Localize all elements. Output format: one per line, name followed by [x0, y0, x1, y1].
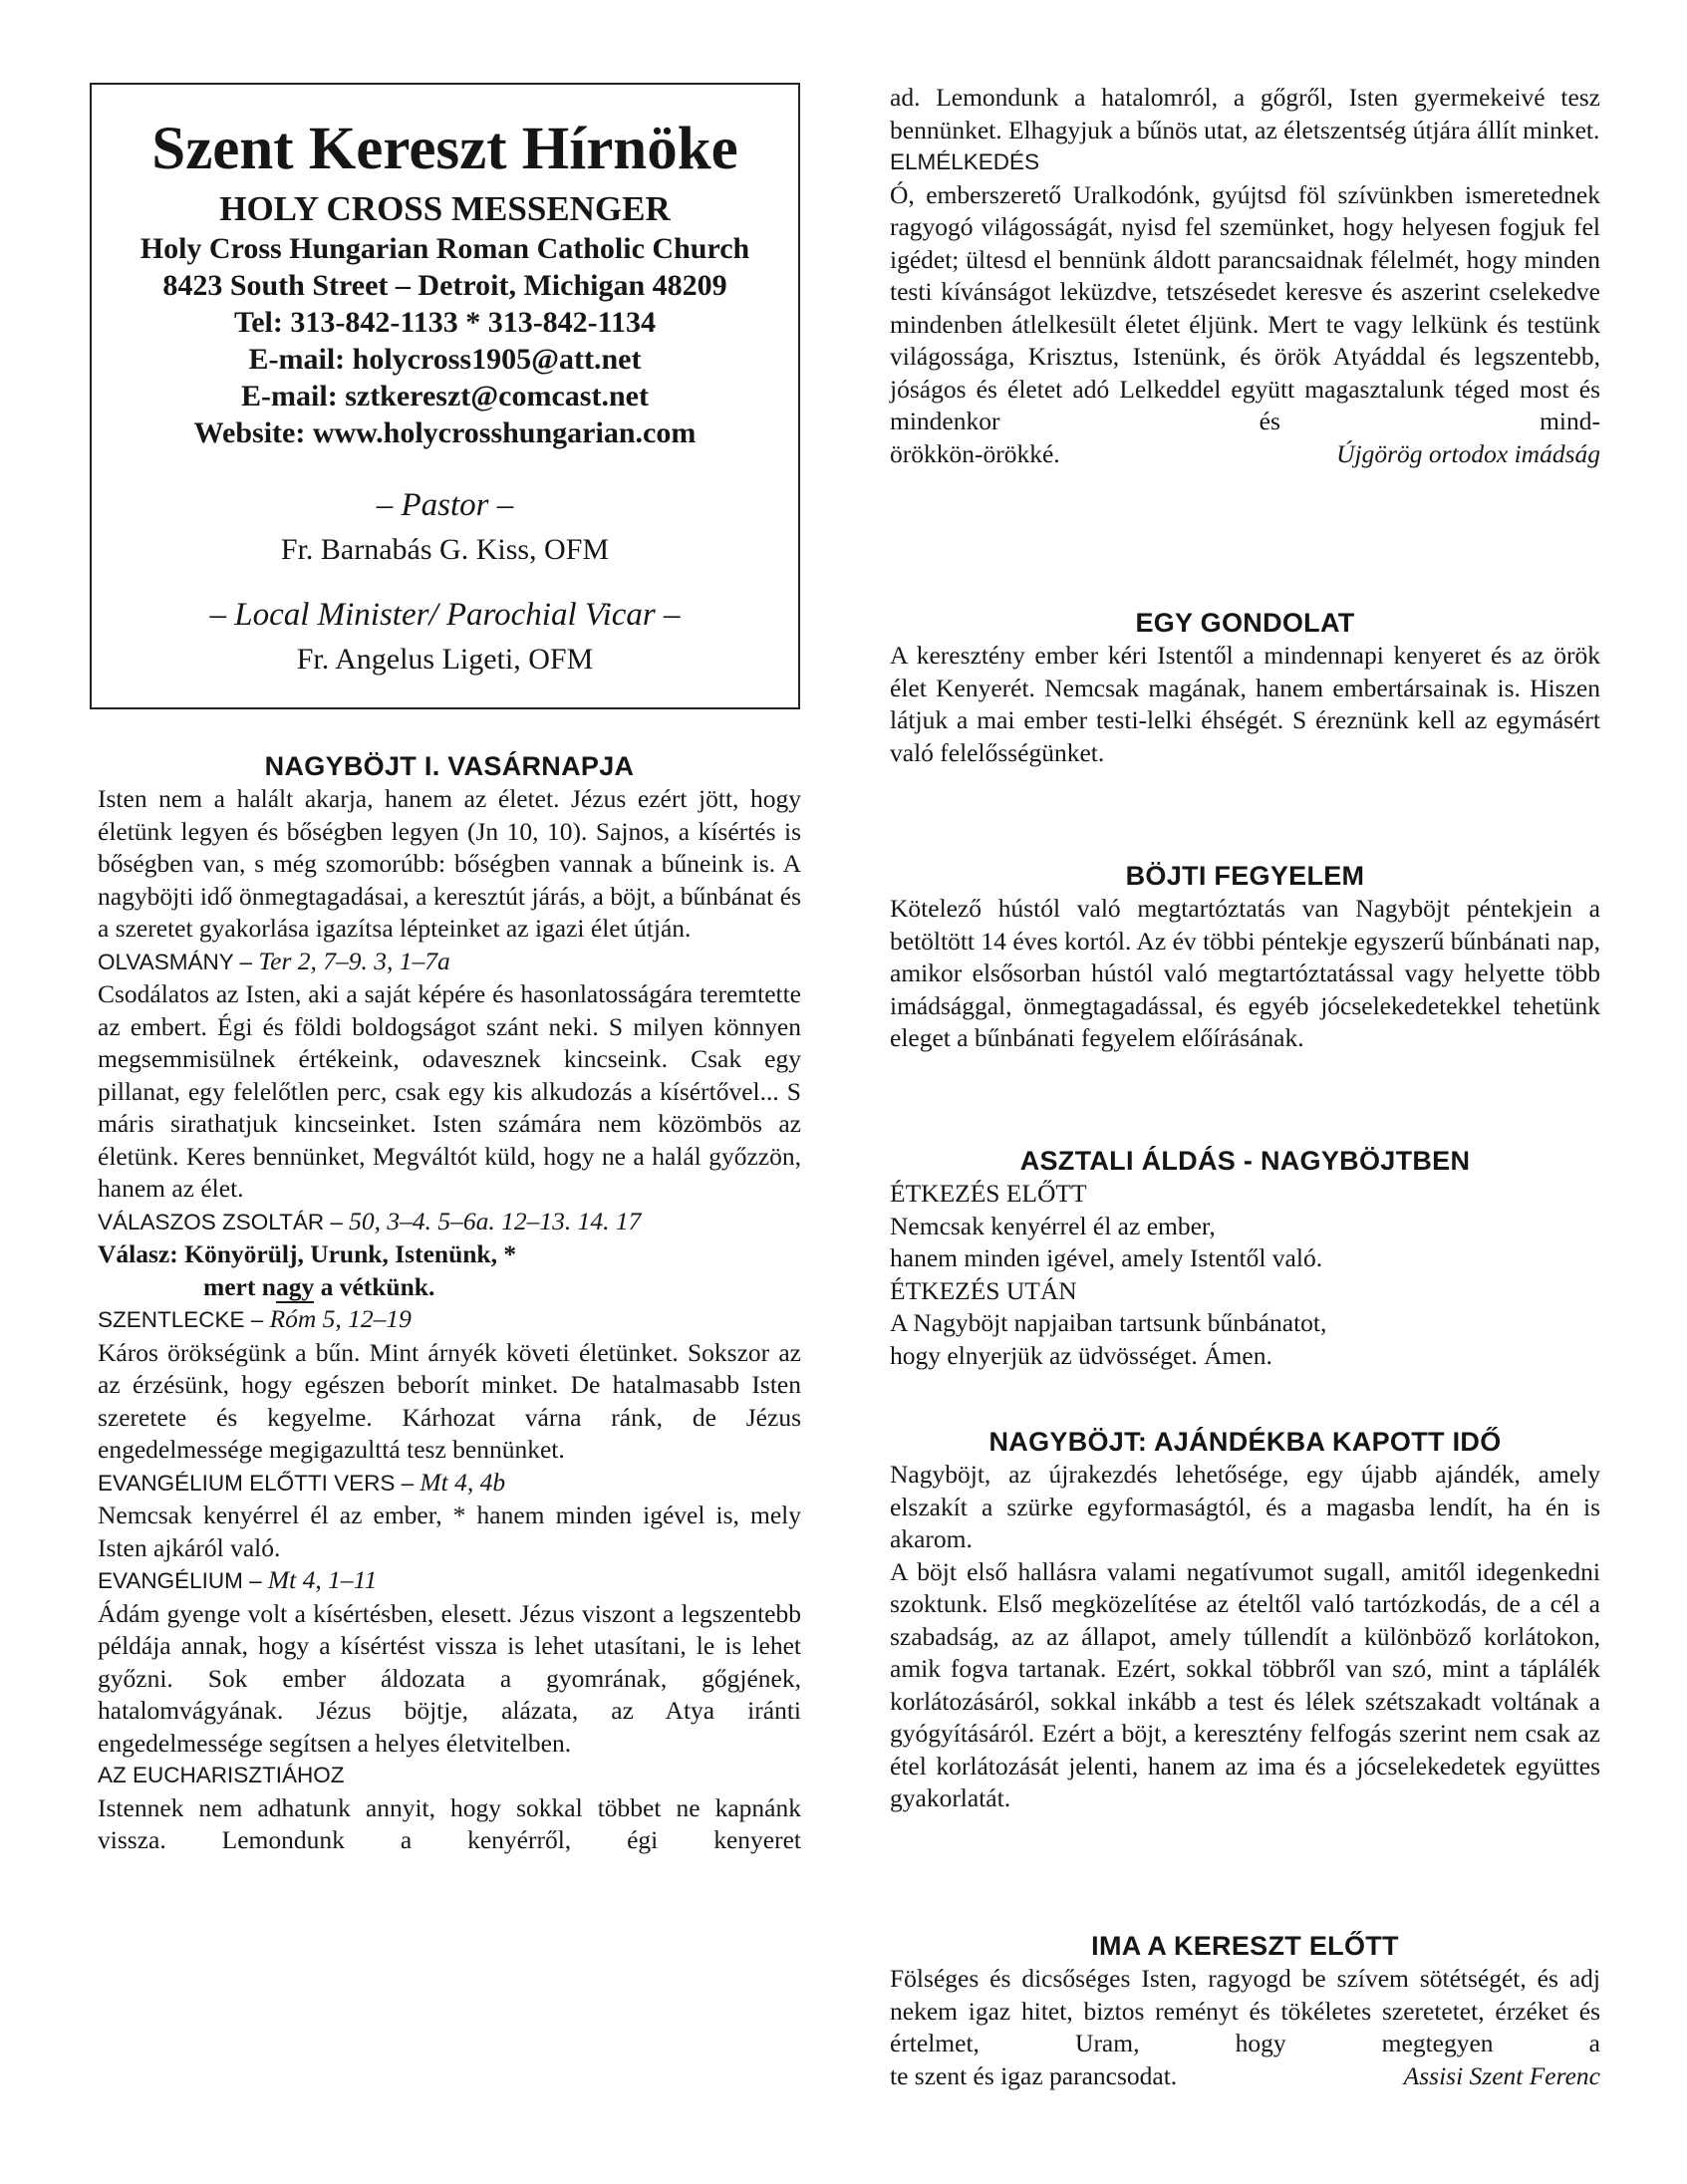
section-fasting-discipline — [890, 859, 1600, 1055]
scripture-reference: Mt 4, 1–11 — [267, 1565, 378, 1594]
psalm-label — [98, 1206, 801, 1239]
church-website[interactable]: Website: www.holycrosshungarian.com — [193, 416, 697, 449]
church-phone: Tel: 313-842-1133 * 313-842-1134 — [233, 306, 657, 339]
intro-paragraph: Isten nem a halált akarja, hanem az életet. Jézus ezért jött, hogy életünk legyen és bőségben legyen (Jn 10, 10). Sajnos, a kísértés is bőségben van, s még szomorúbb: bőségben vannak a bűneink is. A nagyböjti idő önmegtagadásai, a keresztút járás, a böjt, a bűnbánat és a szeretet gyakorlása igazítsa lépteinket az igazi élet útján. — [98, 784, 801, 943]
scripture-reference: 50, 3–4. 5–6a. 12–13. 14. 17 — [349, 1206, 642, 1235]
scripture-reference: Mt 4, 4b — [420, 1467, 506, 1497]
section-heading: NAGYBÖJT I. VASÁRNAPJA — [264, 751, 635, 781]
reading2-text: Káros örökségünk a bűn. Mint árnyék követi életünket. Sokszor az az érzésünk, hogy egészen beborít minket. De hatalmasabb Isten szeretete és kegyelme. Kárhozat várna ránk, de Jézus engedelmessége megigazulttá tesz bennünket. — [98, 1337, 801, 1464]
reading1-label — [98, 946, 801, 979]
gift-paragraph-1: Nagyböjt, az újrakezdés lehetősége, egy újabb ajándék, amely elszakít a szürke egyformaságtól, és a magasba lendít, ha én is akarom. — [890, 1460, 1600, 1553]
section-thought — [890, 606, 1600, 769]
eucharist-continued-text: ad. Lemondunk a hatalomról, a gőgről, Isten gyermekeivé tesz bennünket. Elhagyjuk a bűnös utat, az életszentség útjára állít minket. — [890, 83, 1600, 144]
church-address: 8423 South Street – Detroit, Michigan 48209 — [162, 269, 727, 302]
reading-label: EVANGÉLIUM – — [98, 1568, 268, 1593]
prayer-ending: te szent és igaz parancsodat. — [890, 2060, 1178, 2090]
reading-label: SZENTLECKE – — [98, 1307, 270, 1332]
vicar-role: – Local Minister/ Parochial Vicar – — [209, 597, 681, 633]
newsletter-title: Szent Kereszt Hírnöke — [151, 116, 738, 182]
grace-line: A Nagyböjt napjaiban tartsunk bűnbánatot, — [890, 1308, 1327, 1337]
gospel-label — [98, 1564, 801, 1598]
section-heading: EGY GONDOLAT — [1135, 608, 1355, 638]
section-heading: BÖJTI FEGYELEM — [1125, 861, 1365, 891]
response-text: a vétkünk. — [314, 1271, 435, 1301]
verse-label — [98, 1467, 801, 1501]
discipline-text: Kötelező hústól való megtartóztatás van Nagyböjt péntekjein a betöltött 14 éves kortól. Az év többi péntekje egyszerű bűnbánati nap, amikor elsősorban hústól való megtartóztatással vagy helyette több imádsággal, önmegtagadással, és egyéb jócselekedetekkel tehetünk eleget a bűnbánati fegyelem előírásának. — [890, 894, 1600, 1052]
section-heading: NAGYBÖJT: AJÁNDÉKBA KAPOTT IDŐ — [988, 1427, 1502, 1457]
section-prayer-cross — [890, 1929, 1600, 2092]
reading2-label — [98, 1303, 801, 1337]
response-text: mert n — [203, 1271, 276, 1301]
gospel-text: Ádám gyenge volt a kísértésben, elesett. Jézus viszont a legszentebb példája annak, hogy a kísértést vissza is lehet utasítani, le is lehet győzni. Sok ember áldozata a gyomrának, gőgjének, hatalomvágyának. Jézus böjtje, alázata, az Atya iránti engedelmessége segítsen a helyes életvitelben. — [98, 1598, 801, 1758]
scripture-reference: Ter 2, 7–9. 3, 1–7a — [258, 946, 450, 975]
church-name: Holy Cross Hungarian Roman Catholic Church — [140, 232, 750, 265]
prayer-text: Fölséges és dicsőséges Isten, ragyogd be szívem sötétségét, és adj nekem igaz hitet, biztos reményt és tökéletes szeretetet, érzéket és értelmet, Uram, hogy megtegyen a — [890, 1964, 1600, 2057]
psalm-response-line-2 — [98, 1271, 801, 1304]
meditation-attribution: Újgörög ortodox imádság — [1336, 438, 1600, 468]
grace-line: hogy elnyerjük az üdvösséget. Ámen. — [890, 1340, 1272, 1370]
prayer-last-line — [890, 2060, 1600, 2093]
grace-line: ÉTKEZÉS UTÁN — [890, 1275, 1077, 1305]
meditation-text: Ó, emberszerető Uralkodónk, gyújtsd föl szívünkben ismeretednek ragyogó világosságát, nyisd fel szemünket, hogy helyesen fogjuk fel igédet; ültesd el bennünk áldott parancsaidnak félelmét, hogy minden testi kívánságot leküzdve, tetszésedet keresve és aszerint cselekedve mindenben átlelkesült életet éljünk. Mert te vagy lelkünk és testünk világossága, Krisztus, Istenünk, és örök Atyáddal és legszentebb, jóságos és életet adó Lelkeddel együtt magasztalunk téged most és mindenkor és mind- — [890, 179, 1600, 435]
response-underlined: agy — [275, 1271, 315, 1301]
church-email-1[interactable]: E-mail: holycross1905@att.net — [248, 343, 642, 376]
section-table-blessing — [890, 1144, 1600, 1372]
church-email-2[interactable]: E-mail: sztkereszt@comcast.net — [241, 380, 649, 412]
meditation-ending: örökkön-örökké. — [890, 438, 1060, 468]
meditation-label: ELMÉLKEDÉS — [890, 149, 1040, 174]
thought-text: A keresztény ember kéri Istentől a mindennapi kenyeret és az örök élet Kenyerét. Nemcsak magának, hanem embertársainak is. Hiszen látjuk a mai ember testi-lelki éhségét. S éreznünk kell az egymásért való felelősségünket. — [890, 641, 1600, 767]
pastor-role: – Pastor – — [376, 487, 514, 523]
grace-line: ÉTKEZÉS ELŐTT — [890, 1179, 1087, 1208]
gift-paragraph-2: A böjt első hallásra valami negatívumot sugall, amitől idegenkedni szoktunk. Első megközelítése az ételtől való tartózkodás, de a cél a szabadság, az az állapot, amely túllendít a különböző korlátokon, amik fogva tartanak. Ezért, sokkal többről van szó, mint a táplálék korlátozásáról, sokkal inkább a test és lélek szétszakadt voltának a gyógyításáról. Ezért a böjt, a keresztény felfogás szerint nem csak az étel korlátozását jelenti, hanem az ima és a jócselekedetek együttes gyakorlatát. — [890, 1556, 1600, 1812]
reading-label: OLVASMÁNY – — [98, 949, 259, 974]
newsletter-subtitle: HOLY CROSS MESSENGER — [219, 189, 671, 228]
eucharist-text: Istennek nem adhatunk annyit, hogy sokkal többet ne kapnánk vissza. Lemondunk a kenyérről, égi kenyeret — [98, 1792, 801, 1854]
section-heading: IMA A KERESZT ELŐTT — [1091, 1931, 1399, 1961]
section-first-sunday — [98, 749, 801, 1857]
masthead-box — [90, 83, 800, 709]
reading-label: VÁLASZOS ZSOLTÁR – — [98, 1209, 350, 1234]
pastor-name: Fr. Barnabás G. Kiss, OFM — [280, 533, 610, 566]
scripture-reference: Róm 5, 12–19 — [269, 1304, 412, 1333]
meditation-last-line — [890, 438, 1600, 471]
prayer-attribution: Assisi Szent Ferenc — [1403, 2060, 1600, 2090]
grace-line: hanem minden igével, amely Istentől való. — [890, 1243, 1323, 1272]
eucharist-label: AZ EUCHARISZTIÁHOZ — [98, 1763, 345, 1787]
grace-line: Nemcsak kenyérrel él az ember, — [890, 1211, 1216, 1240]
reading1-text: Csodálatos az Isten, aki a saját képére és hasonlatosságára teremtette az embert. Égi és földi boldogságot szánt neki. S milyen könnyen megsemmisülnek értékeink, odavesznek kincseink. Csak egy pillanat, egy felelőtlen perc, csak egy kis alkudozás a kísértővel... S máris sirathatjuk kincseinket. Isten számára nem közömbös az életünk. Keres bennünket, Megváltót küld, hogy ne a halál győzzön, hanem az élet. — [98, 979, 801, 1203]
section-heading: ASZTALI ÁLDÁS - NAGYBÖJTBEN — [1019, 1146, 1471, 1176]
section-eucharist-continued — [890, 82, 1600, 470]
verse-text: Nemcsak kenyérrel él az ember, * hanem minden igével is, mely Isten ajkáról való. — [98, 1501, 801, 1562]
vicar-name: Fr. Angelus Ligeti, OFM — [296, 643, 594, 676]
psalm-response-line-1: Válasz: Könyörülj, Urunk, Istenünk, * — [98, 1239, 517, 1268]
section-gift-of-time — [890, 1425, 1600, 1815]
reading-label: EVANGÉLIUM ELŐTTI VERS – — [98, 1470, 421, 1496]
